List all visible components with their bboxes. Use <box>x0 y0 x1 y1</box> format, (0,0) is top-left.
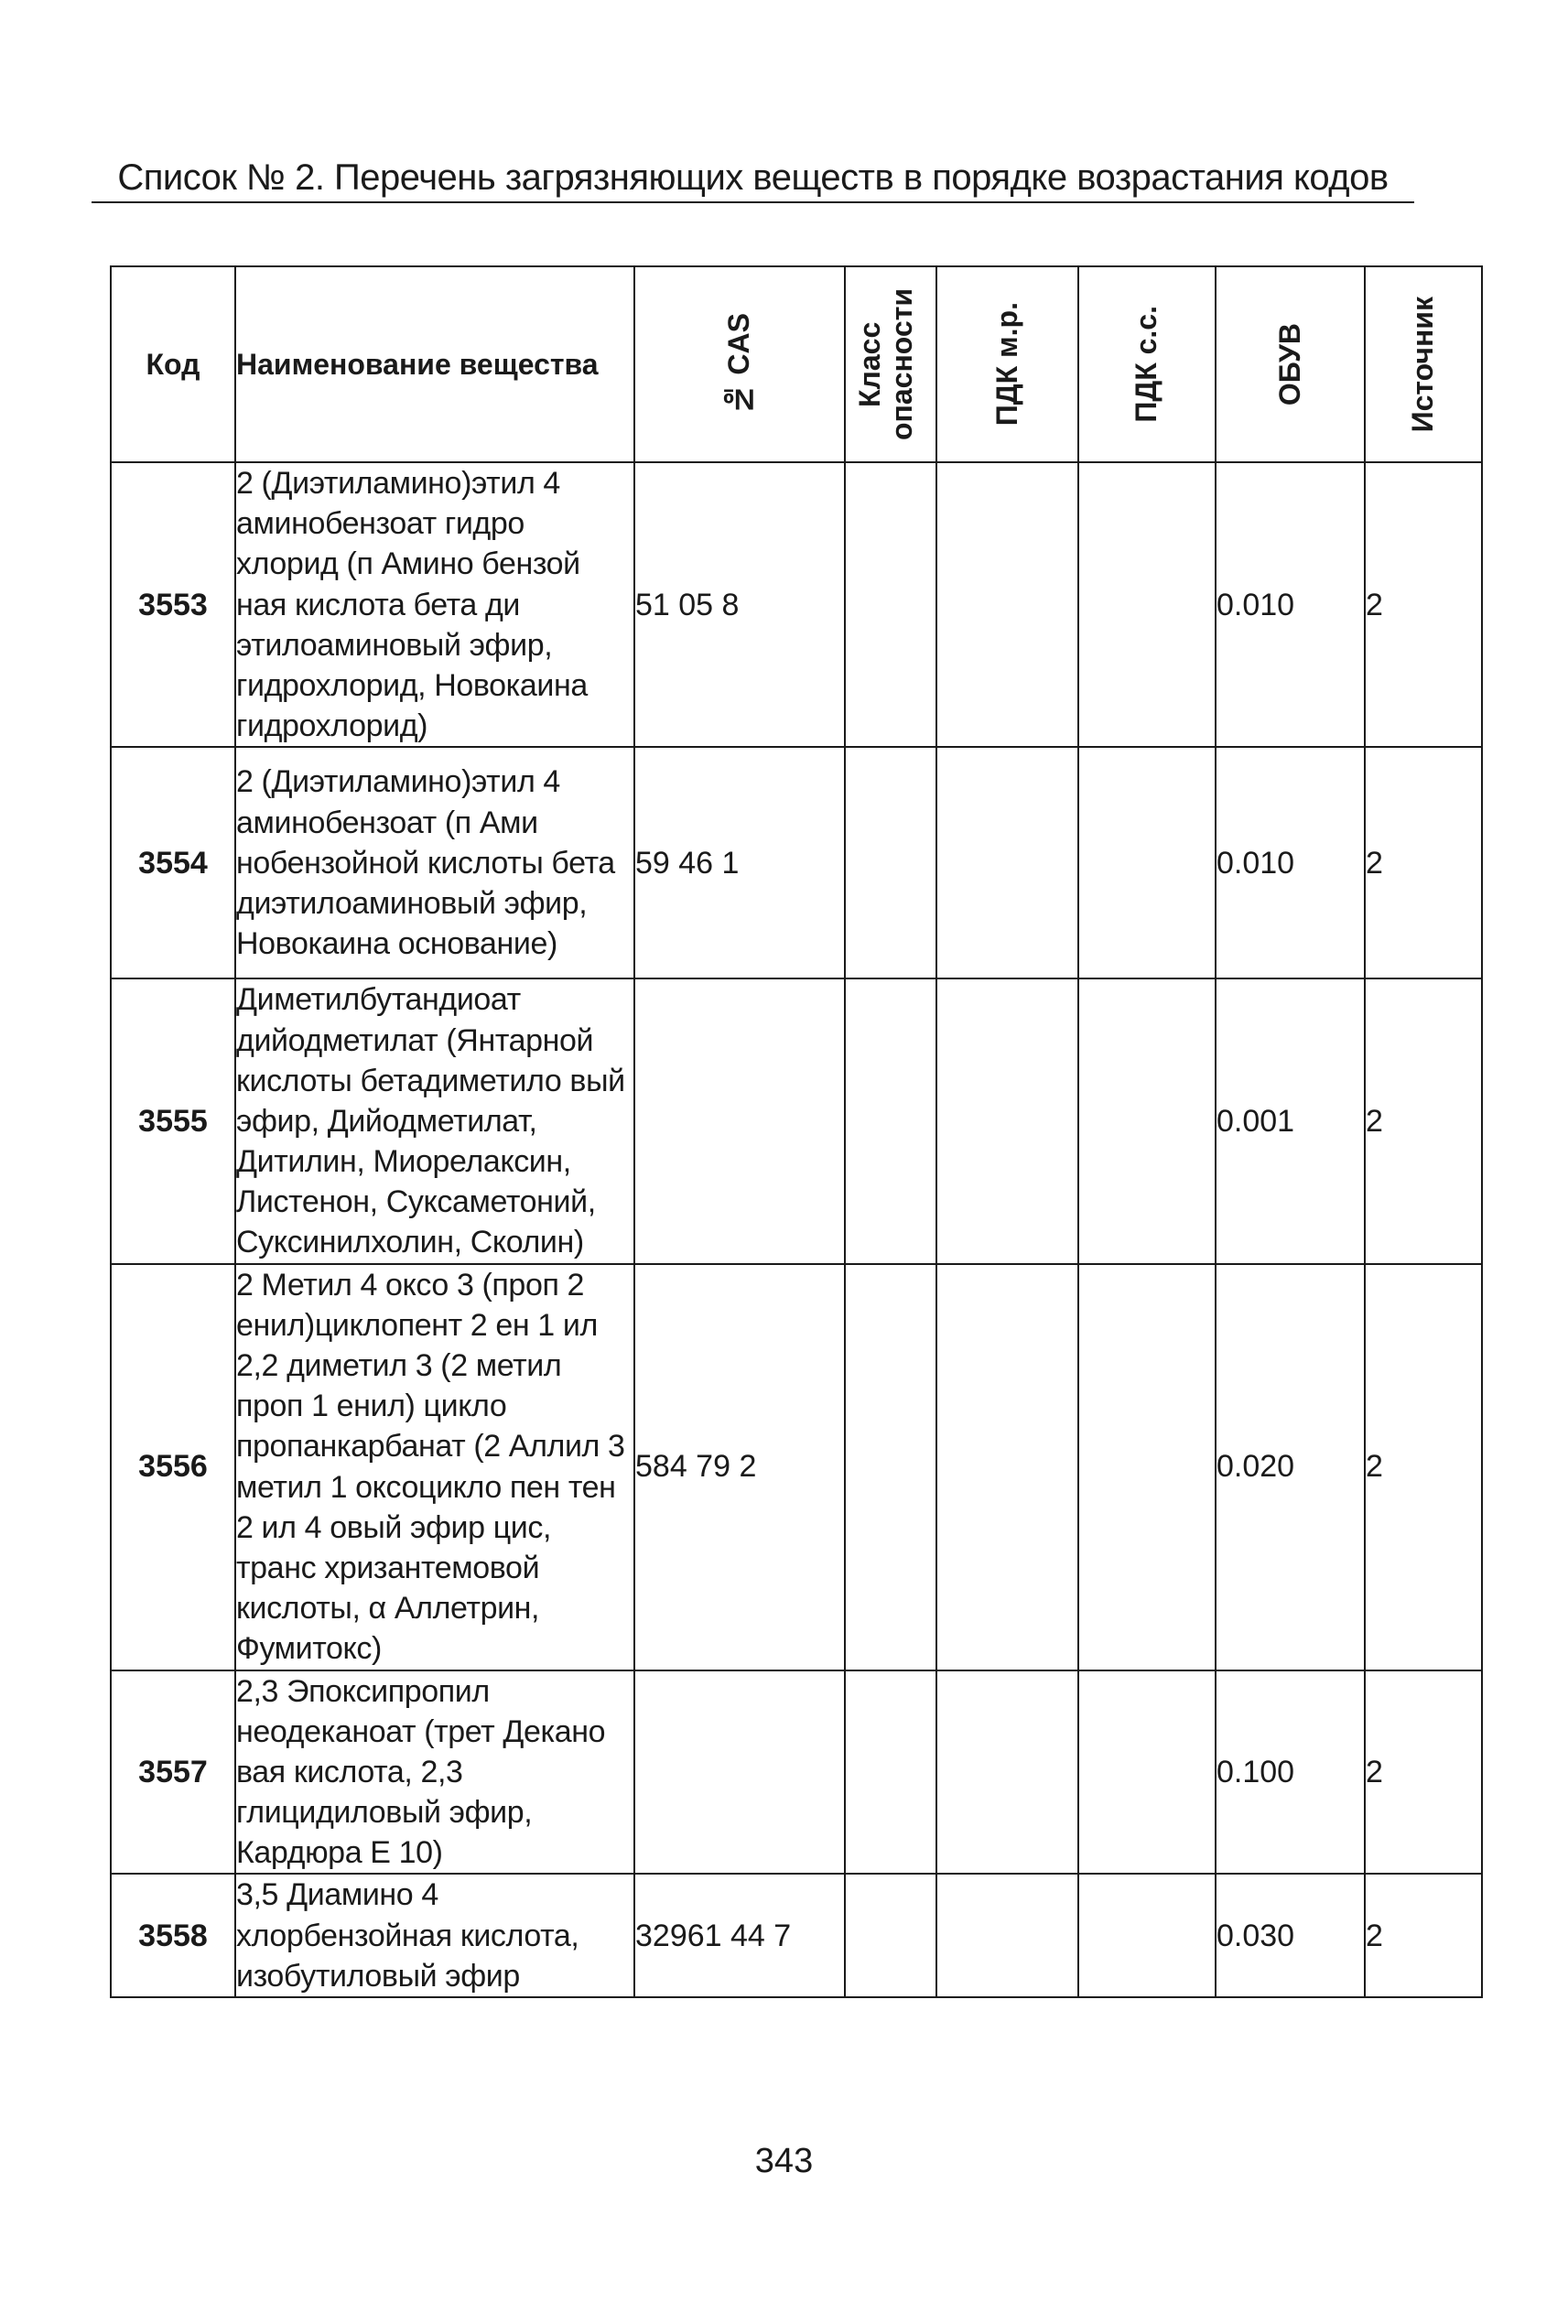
cell-source: 2 <box>1365 1264 1482 1670</box>
cell-pdk-mr <box>936 462 1078 747</box>
cell-pdk-mr <box>936 1264 1078 1670</box>
cell-hazard-class <box>845 978 936 1263</box>
cell-cas: 59 46 1 <box>634 747 845 978</box>
cell-name: 2 (Диэтиламино)этил 4 аминобензоат (п Ами нобензойной кислоты бета диэтилоаминовый эфир, Новокаина основание) <box>235 747 634 978</box>
page-header-title: Список № 2. Перечень загрязняющих веществ в порядке возрастания кодов <box>117 157 1389 198</box>
cell-hazard-class <box>845 462 936 747</box>
table-header-row <box>111 266 1482 462</box>
cell-pdk-ss <box>1078 978 1216 1263</box>
column-header-pdk-mr <box>936 266 1078 462</box>
cell-source: 2 <box>1365 747 1482 978</box>
cell-obuv: 0.100 <box>1216 1670 1365 1875</box>
cell-pdk-ss <box>1078 747 1216 978</box>
table-row <box>111 747 1482 978</box>
cell-obuv: 0.001 <box>1216 978 1365 1263</box>
header-rule <box>92 201 1414 203</box>
cell-pdk-ss <box>1078 1670 1216 1875</box>
cell-source: 2 <box>1365 462 1482 747</box>
substances-table <box>110 265 1483 1998</box>
column-header-name: Наименование вещества <box>235 266 634 462</box>
cell-source: 2 <box>1365 1874 1482 1997</box>
cell-code: 3553 <box>111 462 235 747</box>
cell-cas: 32961 44 7 <box>634 1874 845 1997</box>
cell-cas <box>634 1670 845 1875</box>
table-row <box>111 1874 1482 1997</box>
cell-hazard-class <box>845 747 936 978</box>
cell-name: 2 Метил 4 оксо 3 (проп 2 енил)циклопент 2 ен 1 ил 2,2 диметил 3 (2 метил проп 1 енил) цикло пропанкарбанат (2 Аллил 3 метил 1 оксоцикло пен тен 2 ил 4 овый эфир цис, транс хризантемовой кислоты, α Аллетрин, Фумитокс) <box>235 1264 634 1670</box>
cell-code: 3558 <box>111 1874 235 1997</box>
cell-obuv: 0.010 <box>1216 462 1365 747</box>
cell-cas <box>634 978 845 1263</box>
cell-pdk-mr <box>936 747 1078 978</box>
cell-hazard-class <box>845 1874 936 1997</box>
column-header-obuv-label: ОБУВ <box>1272 322 1306 406</box>
cell-source: 2 <box>1365 978 1482 1263</box>
cell-pdk-ss <box>1078 1874 1216 1997</box>
column-header-cas <box>634 266 845 462</box>
column-header-source <box>1365 266 1482 462</box>
column-header-pdk-ss-label: ПДК с.с. <box>1130 306 1163 423</box>
table-row <box>111 462 1482 747</box>
cell-code: 3557 <box>111 1670 235 1875</box>
column-header-pdk-mr-label: ПДК м.р. <box>989 302 1023 427</box>
column-header-hazard-class <box>845 266 936 462</box>
cell-source: 2 <box>1365 1670 1482 1875</box>
column-header-code: Код <box>111 266 235 462</box>
cell-obuv: 0.010 <box>1216 747 1365 978</box>
table-row <box>111 1264 1482 1670</box>
column-header-pdk-ss <box>1078 266 1216 462</box>
table-row <box>111 1670 1482 1875</box>
cell-name: Диметилбутандиоат дийодметилат (Янтарной кислоты бетадиметило вый эфир, Дийодметилат, Дитилин, Миорелаксин, Листенон, Суксаметоний, Суксинилхолин, Сколин) <box>235 978 634 1263</box>
cell-code: 3554 <box>111 747 235 978</box>
cell-name: 3,5 Диамино 4 хлорбензойная кислота, изобутиловый эфир <box>235 1874 634 1997</box>
page-number: 343 <box>754 2142 814 2180</box>
cell-cas: 584 79 2 <box>634 1264 845 1670</box>
cell-code: 3556 <box>111 1264 235 1670</box>
cell-obuv: 0.030 <box>1216 1874 1365 1997</box>
cell-obuv: 0.020 <box>1216 1264 1365 1670</box>
cell-hazard-class <box>845 1264 936 1670</box>
column-header-source-label: Источник <box>1406 296 1440 433</box>
column-header-obuv <box>1216 266 1365 462</box>
column-header-cas-label: № CAS <box>722 312 756 416</box>
cell-cas: 51 05 8 <box>634 462 845 747</box>
cell-code: 3555 <box>111 978 235 1263</box>
cell-name: 2 (Диэтиламино)этил 4 аминобензоат гидро хлорид (п Амино бензой ная кислота бета ди этилоаминовый эфир, гидрохлорид, Новокаина гидрохлорид) <box>235 462 634 747</box>
cell-pdk-mr <box>936 1670 1078 1875</box>
cell-hazard-class <box>845 1670 936 1875</box>
cell-pdk-mr <box>936 1874 1078 1997</box>
cell-pdk-ss <box>1078 1264 1216 1670</box>
column-header-hazard-class-label: Класс опасности <box>853 287 919 441</box>
cell-name: 2,3 Эпоксипропил неодеканоат (трет Декано вая кислота, 2,3 глицидиловый эфир, Кардюра Е 10) <box>235 1670 634 1875</box>
cell-pdk-mr <box>936 978 1078 1263</box>
table-row <box>111 978 1482 1263</box>
cell-pdk-ss <box>1078 462 1216 747</box>
